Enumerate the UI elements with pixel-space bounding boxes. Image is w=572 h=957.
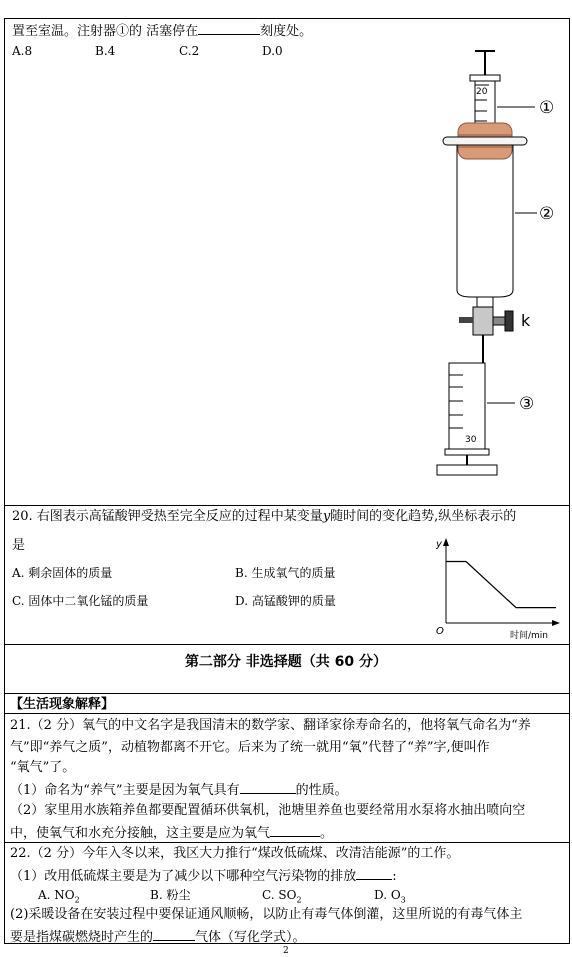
q22-option-a: A. $NO_2$: [38, 888, 80, 905]
label-k: k: [521, 311, 531, 330]
q19-option-b: B.4: [95, 44, 116, 58]
section2-title: 第二部分 非选择题（共 60 分）: [184, 654, 388, 670]
q19-option-a: A.8: [12, 44, 33, 58]
q20-option-a: A. 剩余固体的质量: [12, 566, 113, 580]
label-3: ③: [519, 394, 535, 414]
q21-sub2-line2: 中，使氧气和水充分接触，这主要是应为氧气 。: [10, 826, 334, 841]
q20-stem-line2: 是: [12, 538, 26, 553]
q20-option-d: D. 高锰酸钾的质量: [235, 594, 336, 608]
q19-stem: 置至室温。注射器①的 活塞停在 刻度处。: [12, 24, 313, 39]
x-axis-arrow: [552, 620, 560, 626]
q19-option-d: D.0: [262, 44, 283, 58]
q21-sub2-line1: （2）家里用水族箱养鱼都要配置循环供氧机，池塘里养鱼也要经常用水泵将水抽出喷向空: [10, 803, 526, 818]
row-divider: [4, 842, 570, 843]
y-axis-arrow: [443, 538, 449, 546]
q20-chart: [430, 535, 562, 641]
section-life-title: 【生活现象解释】: [10, 697, 115, 712]
label-2: ②: [539, 204, 555, 224]
q22-option-c: C. $SO_2$: [262, 888, 302, 905]
q22-sub2-line1: (2)采暖设备在安装过程中要保证通风顺畅，以防止有毒气体倒灌，这里所说的有毒气体主: [10, 907, 523, 922]
q21-sub1: （1）命名为“养气”主要是因为氧气具有 的性质。: [10, 783, 348, 798]
row-divider: [4, 693, 570, 694]
origin-label: O: [436, 626, 444, 637]
q22-line1: 22.（2 分）今年入冬以来，我区大力推行“煤改低硫煤、改清洁能源”的工作。: [10, 846, 460, 861]
row-divider: [4, 505, 570, 506]
tick-label-20: 20: [476, 87, 488, 97]
label-1: ①: [539, 98, 555, 118]
q22-option-d: D. $O_3$: [374, 888, 406, 905]
q21-line2: 气”即“养气之质”，动植物都离不开它。后来为了统一就用“氧”代替了“养”字,便叫作: [10, 740, 490, 755]
series-line: [446, 562, 556, 608]
q21-line3: “氧气”了。: [10, 760, 76, 775]
q21-line1: 21.（2 分）氧气的中文名字是我国清末的数学家、翻译家徐寿命名的，他将氧气命名为“养: [10, 718, 531, 733]
q19-option-c: C.2: [179, 44, 200, 58]
page-number: 2: [283, 946, 289, 956]
y-axis-label: y: [436, 539, 442, 550]
q20-stem-line1: 20. 右图表示高锰酸钾受热至完全反应的过程中某变量y随时间的变化趋势,纵坐标表示的: [12, 509, 517, 524]
q22-sub1: （1）改用低硫煤主要是为了减少以下哪种空气污染物的排放 :: [10, 869, 397, 884]
q22-option-b: B. 粉尘: [150, 888, 191, 902]
x-axis-label: 时间/min: [510, 631, 549, 641]
row-divider: [4, 644, 570, 645]
tick-label-30: 30: [465, 435, 477, 445]
q22-sub2-line2: 要是指煤碳燃烧时产生的 气体（写化学式）。: [10, 930, 306, 945]
q20-option-c: C. 固体中二氧化锰的质量: [12, 594, 149, 608]
q20-option-b: B. 生成氧气的质量: [235, 566, 336, 580]
syringe-apparatus-figure: [425, 45, 565, 485]
row-divider: [4, 713, 570, 714]
